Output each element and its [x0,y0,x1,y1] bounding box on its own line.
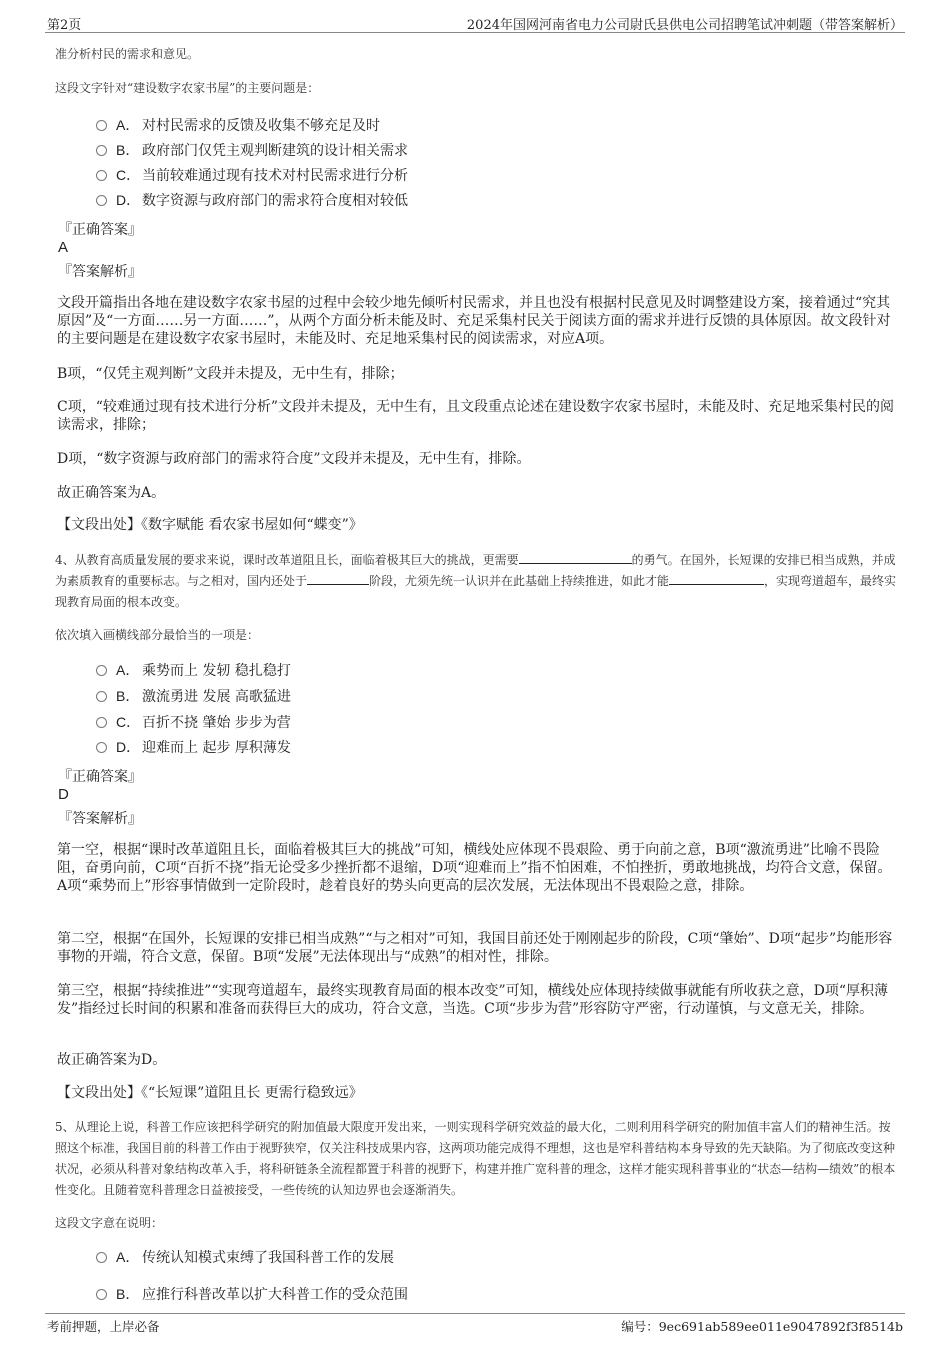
radio-icon[interactable] [96,1252,107,1263]
q4-stem: 4、从教育高质量发展的要求来说，课时改革道阻且长，面临着极其巨大的挑战，更需要 的勇气。在国外，长短课的安排已相当成熟，并成为素质教育的重要标志。与之相对，国内还处于 阶段，尤须先统一认识并在此基础上持续推进，如此才能 ，实现弯道超车，最终实现教育局面的根本改变。 [55,553,897,609]
q4-option-c[interactable]: C． 百折不挠 肇始 步步为营 [96,712,291,733]
q3-source: 【文段出处】《数字赋能 看农家书屋如何“蝶变”》 [57,517,363,533]
q3-analysis-para: 文段开篇指出各地在建设数字农家书屋的过程中会较少地先倾听村民需求，并且也没有根据村民意见及时调整建设方案，接着通过“究其原因”及“一方面……另一方面……”，从两个方面分析未能及时、充足采集村民关于阅读方面的需求并进行反馈的具体原因。故文段针对的主要问题是在建设数字农家书屋时，未能及时、充足地采集村民的阅读需求，对应A项。 [57,295,891,347]
q4-option-d[interactable]: D． 迎难而上 起步 厚积薄发 [96,737,291,758]
document-id: 编号：9ec691ab589ee011e9047892f3f8514b [621,1319,903,1334]
q4-analysis-para: 第三空，根据“持续推进”“实现弯道超车，最终实现教育局面的根本改变”可知，横线处应体现持续做事就能有所收获之意，D项“厚积薄发”指经过长时间的积累和准备而获得巨大的成功，符合文意，当选。C项“步步为营”形容防守严密，行动谨慎，与文意无关，排除。 [57,983,889,1017]
q5-option-a[interactable]: A． 传统认知模式束缚了我国科普工作的发展 [96,1247,394,1268]
q3-option-c[interactable]: C． 当前较难通过现有技术对村民需求进行分析 [96,165,408,186]
q3-conclusion: 故正确答案为A。 [57,485,166,501]
q4-analysis-para: 第一空，根据“课时改革道阻且长，面临着极其巨大的挑战”可知，横线处应体现不畏艰险、勇于向前之意，B项“激流勇进”比喻不畏险阻，奋勇向前，C项“百折不挠”指无论受多少挫折都不退缩，D项“迎难而上”指不怕困难，不怕挫折，勇敢地挑战，均符合文意，保留。A项“乘势而上”形容事情做到一定阶段时，趁着良好的势头向更高的层次发展，无法体现出不畏艰险之意，排除。 [57,842,892,894]
radio-icon[interactable] [96,691,107,702]
radio-icon[interactable] [96,717,107,728]
radio-icon[interactable] [96,742,107,753]
fill-blank [669,572,764,585]
document-title: 2024年国网河南省电力公司尉氏县供电公司招聘笔试冲刺题（带答案解析） [466,18,903,33]
q5-prompt: 这段文字意在说明： [55,1216,164,1230]
radio-icon[interactable] [96,1289,107,1300]
radio-icon[interactable] [96,170,107,181]
q3-analysis-label: 『答案解析』 [58,264,142,280]
q3-option-d[interactable]: D． 数字资源与政府部门的需求符合度相对较低 [96,190,408,211]
q3-option-a[interactable]: A． 对村民需求的反馈及收集不够充足及时 [96,115,380,136]
q4-analysis-para: 第二空，根据“在国外，长短课的安排已相当成熟”“与之相对”可知，我国目前还处于刚刚起步的阶段，C项“肇始”、D项“起步”均能形容事物的开端，符合文意，保留。B项“发展”无法体现出与“成熟”的相对性，排除。 [57,931,893,965]
q4-analysis-label: 『答案解析』 [58,811,142,827]
fill-blank [519,551,632,564]
q3-analysis-para: C项，“较难通过现有技术进行分析”文段并未提及，无中生有，且文段重点论述在建设数字农家书屋时，未能及时、充足地采集村民的阅读需求，排除； [57,399,895,433]
q5-option-b[interactable]: B． 应推行科普改革以扩大科普工作的受众范围 [96,1284,408,1305]
fill-blank [307,572,369,585]
radio-icon[interactable] [96,145,107,156]
page-number: 第2页 [47,18,82,33]
radio-icon[interactable] [96,665,107,676]
q3-answer-label: 『正确答案』 [58,222,142,238]
q3-analysis-para: B项，“仅凭主观判断”文段并未提及，无中生有，排除； [57,366,404,382]
page-footer [45,1313,905,1334]
radio-icon[interactable] [96,195,107,206]
q3-prompt: 这段文字针对“建设数字农家书屋”的主要问题是： [55,81,320,95]
q4-prompt: 依次填入画横线部分最恰当的一项是： [55,628,260,642]
radio-icon[interactable] [96,120,107,131]
q4-conclusion: 故正确答案为D。 [57,1052,167,1068]
q4-source: 【文段出处】《“长短课”道阻且长 更需行稳致远》 [57,1085,363,1101]
q3-answer: A [58,239,69,256]
q4-answer: D [58,786,69,803]
q4-answer-label: 『正确答案』 [58,769,142,785]
q3-option-b[interactable]: B． 政府部门仅凭主观判断建筑的设计相关需求 [96,140,408,161]
q3-analysis-para: D项，“数字资源与政府部门的需求符合度”文段并未提及，无中生有，排除。 [57,451,531,467]
q4-option-b[interactable]: B． 激流勇进 发展 高歌猛进 [96,686,291,707]
footer-slogan: 考前押题，上岸必备 [47,1319,160,1334]
q3-context-end: 准分析村民的需求和意见。 [55,47,200,61]
page-header [45,12,905,33]
q4-option-a[interactable]: A． 乘势而上 发轫 稳扎稳打 [96,660,291,681]
q5-stem: 5、从理论上说，科普工作应该把科学研究的附加值最大限度开发出来，一则实现科学研究效益的最大化，二则利用科学研究的附加值丰富人们的精神生活。按照这个标准，我国目前的科普工作由于视野狭窄，仅关注科技成果内容，这两项功能完成得不理想，这也是窄科普结构本身导致的先天缺陷。为了彻底改变这种状况，必须从科普对象结构改革入手，将科研链条全流程都置于科普的视野下，构建并推广宽科普的理念，这样才能实现科普事业的“状态—结构—绩效”的根本性变化。且随着宽科普理念日益被接受，一些传统的认知边界也会逐渐消失。 [55,1120,896,1197]
